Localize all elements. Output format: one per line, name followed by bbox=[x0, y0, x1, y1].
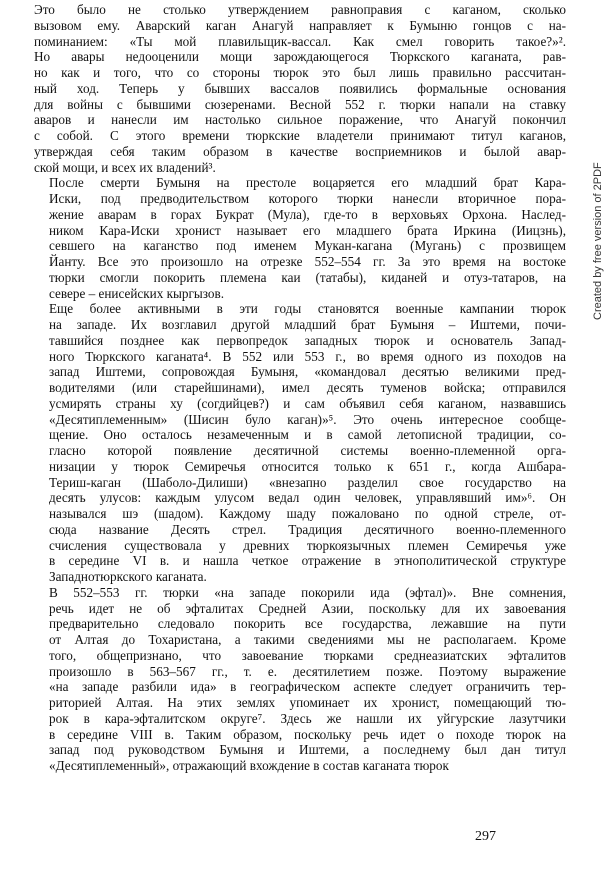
text-line: тавшийся позднее как первопредок западных тюрок и основатель Запад- bbox=[49, 332, 566, 348]
text-line: сюда название Десять стрел. Традиция десятичного военно-племенного bbox=[49, 521, 566, 537]
text-line: произошло в 563–567 гг., т. е. десятилетием позже. Поэтому выражение bbox=[49, 663, 566, 679]
text-line: ный ход. Теперь у бывших вассалов появились формальные основания bbox=[34, 80, 566, 96]
text-line: После смерти Бумыня на престоле воцаряется его младший брат Кара- bbox=[49, 175, 566, 191]
text-line: севшего на каганство под именем Мукан-кагана (Мугань) с прозвищем bbox=[49, 238, 566, 254]
text-line: «Десятиплеменным» (Шисин було каган)»⁵. Это очень интересное сообще- bbox=[49, 411, 566, 427]
text-line: Это было не столько утверждением равноправия с каганом, сколько bbox=[34, 2, 566, 17]
text-line: водителями (или старейшинами), имел десять туменов войска; отправился bbox=[49, 380, 566, 395]
text-line: предварительно следовало покорить все государства, лежавшие на пути bbox=[49, 616, 566, 632]
watermark bbox=[578, 162, 604, 325]
watermark-text: Created by free version of 2PDF bbox=[592, 162, 604, 320]
text-line: Йанту. Все это произошло на отрезке 552–554 гг. За это время на востоке bbox=[49, 254, 566, 269]
text-line: Но авары недооценили мощи зарождающегося Тюркского каганата, рав- bbox=[34, 49, 566, 65]
text-line: десять улусов: каждым улусом ведал один человек, управлявший им»⁶. Он bbox=[49, 490, 566, 506]
text-line: с собой. С этого времени тюркские владетели принимают титул каганов, bbox=[34, 128, 566, 143]
text-line: запад под руководством Бумыня и Иштеми, а последнему был дан титул bbox=[49, 742, 566, 758]
text-line: вызовом ему. Аварский каган Анагуй направляет к Бумыню гонцов с на- bbox=[34, 17, 566, 33]
body-text bbox=[34, 2, 566, 774]
text-line: речь идет не об эфталитах Средней Азии, поскольку для их завоевания bbox=[49, 600, 566, 616]
text-line: рок в кара-эфталитском округе⁷. Здесь же нашли их уйгурские лазутчики bbox=[49, 710, 566, 726]
text-line: запад Иштеми, сопровождая Бумыня, «командовал десятью великими пред- bbox=[49, 364, 566, 380]
text-line: жение аварам в горах Букрат (Мула), где-то в верховьях Орхона. Наслед- bbox=[49, 206, 566, 222]
text-line: в середине VI в. и нашла четкое отражение в этнополитической структуре bbox=[49, 553, 566, 569]
text-line: аваров и нанесли им настолько сильное поражение, что Анагуй покончил bbox=[34, 112, 566, 128]
paragraph bbox=[34, 175, 566, 301]
paragraph bbox=[34, 585, 566, 774]
text-line: риторией Алтая. На этих землях упоминает их хронист, помещающий тю- bbox=[49, 695, 566, 710]
text-line: счисления существовала у древних тюркоязычных племен Семиречья уже bbox=[49, 537, 566, 553]
text-line: усмирять страны ху (согдийцев?) и сам объявил себя каганом, назвавшись bbox=[49, 395, 566, 411]
text-line: для войны с бывшими сюзеренами. Весной 552 г. тюрки напали на ставку bbox=[34, 96, 566, 112]
text-line: тюрки смогли покорить племена каи (татабы), киданей и отуз-татаров, на bbox=[49, 269, 566, 285]
text-line: низации у тюрок Семиречья относится только к 651 г., когда Ашбара- bbox=[49, 458, 566, 474]
text-line: ного Тюркского каганата⁴. В 552 или 553 г., во время одного из походов на bbox=[49, 348, 566, 364]
text-line: Териш-каган (Шаболо-Дилиши) «внезапно разделил свое государство на bbox=[49, 474, 566, 490]
text-line: но как и того, что со стороны тюрок это был лишь правильно рассчитан- bbox=[34, 65, 566, 80]
text-line: Еще более активными в эти годы становятся военные кампании тюрок bbox=[49, 301, 566, 317]
text-line: того, общепризнано, что завоевание тюрками среднеазиатских эфталитов bbox=[49, 647, 566, 663]
text-line: севере – енисейских кыргызов. bbox=[49, 285, 224, 301]
text-line: в середине VIII в. Таким образом, поскольку речь идет о походе тюрок на bbox=[49, 726, 566, 742]
text-line: назывался шэ (шадом). Каждому шаду пожаловано по одной стреле, от- bbox=[49, 506, 566, 521]
paragraph bbox=[34, 2, 566, 175]
text-line: щение. Оно осталось незамеченным и в самой летописной традиции, со- bbox=[49, 427, 566, 443]
text-line: ской мощи, и всех их владений³. bbox=[34, 159, 216, 175]
text-line: от Алтая до Тохаристана, а такими сведениями мы не располагаем. Кроме bbox=[49, 632, 566, 647]
text-line: на западе. Их возглавил другой младший брат Бумыня – Иштеми, почи- bbox=[49, 317, 566, 332]
text-line: «Десятиплеменный», отражающий вхождение в состав каганата тюрок bbox=[49, 758, 449, 773]
paragraph bbox=[34, 301, 566, 585]
text-line: Западнотюркского каганата. bbox=[49, 569, 207, 584]
text-line: ником Кара-Иски хронист называет его младшего брата Иркина (Иицзнь), bbox=[49, 222, 566, 238]
text-line: поминанием: «Ты мой плавильщик-вассал. Как смел говорить такое?»². bbox=[34, 33, 566, 49]
text-line: «на западе разбили ида» в географическом аспекте следует ограничить тер- bbox=[49, 679, 566, 695]
text-line: гласно которой появление десятичной системы военно-племенной орга- bbox=[49, 443, 566, 458]
page-number: 297 bbox=[475, 829, 496, 844]
text-line: Иски, под предводительством которого тюрки нанесли вторичное пора- bbox=[49, 191, 566, 206]
text-line: В 552–553 гг. тюрки «на западе покорили ида (эфтал)». Вне сомнения, bbox=[49, 584, 566, 600]
text-line: утверждая себя таким образом в качестве восприемников и былой авар- bbox=[34, 143, 566, 159]
